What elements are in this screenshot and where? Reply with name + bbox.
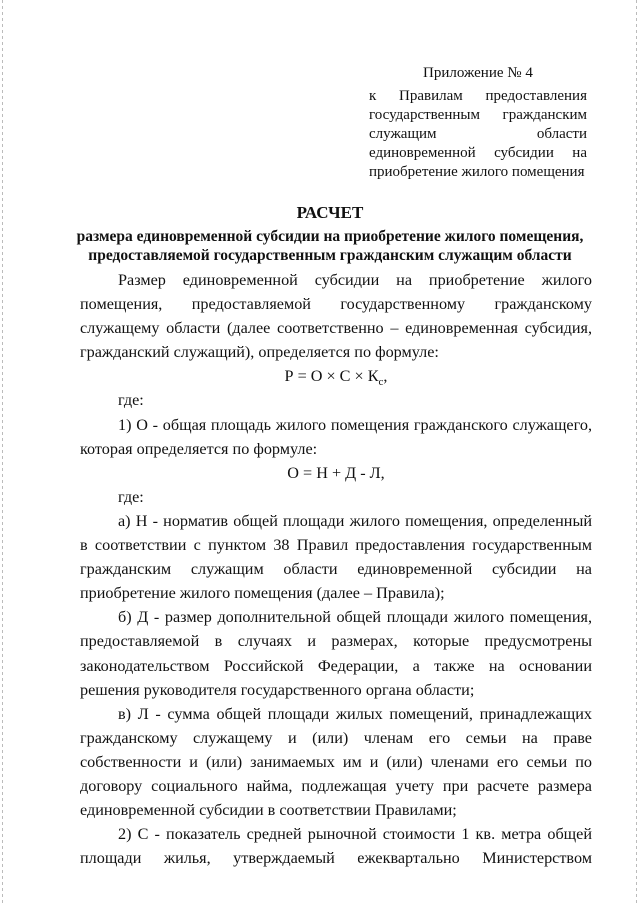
item-a: а) Н - норматив общей площади жилого помещения, определенный в соответствии с пунктом 38 Правил предоставления государственным гражданским служащим области единовременной субсидии на приобретение жилого помещения (далее – Правила); [80,511,592,603]
scan-edge-right [636,0,637,905]
appendix-title: Приложение № 4 [423,65,533,81]
document-body [80,268,592,870]
item-1: 1) О - общая площадь жилого помещения гражданского служащего, которая определяется по формуле: [80,415,592,458]
formula-subsidy [80,364,592,388]
where-label-2: где: [118,487,144,506]
formula-subsidy-subscript: с [378,376,384,389]
item-b: б) Д - размер дополнительной общей площади жилого помещения, предоставляемой в случаях и размерах, которые предусмотрены законодательством Российской Федерации, а также на основании решения руководителя государственного органа области; [80,608,592,699]
item-2: 2) С - показатель средней рыночной стоимости 1 кв. метра общей площади жилья, утверждаемый ежеквартально Министерством [80,825,592,868]
intro-paragraph: Размер единовременной субсидии на приобретение жилого помещения, предоставляемой государственному гражданскому служащему области (далее соответственно – единовременная субсидия, гражданский служащий), определяется по формуле: [80,271,592,362]
formula-subsidy-main: Р = О × С × К [284,367,379,386]
formula-subsidy-end: , [383,367,388,386]
document-heading [60,203,600,265]
formula-area: О = Н + Д - Л, [287,463,385,482]
appendix-block [369,64,587,182]
where-label-1: где: [118,391,144,410]
heading-subtitle: размера единовременной субсидии на приобретение жилого помещения, предоставляемой государственным гражданским служащим области [76,228,584,264]
scan-edge-left [2,0,3,905]
appendix-body: к Правилам предоставления государственным гражданским служащим области единовременной субсидии на приобретение жилого помещения [369,88,587,180]
heading-title: РАСЧЕТ [296,203,364,222]
item-c: в) Л - сумма общей площади жилых помещений, принадлежащих гражданскому служащему и (или) членам его семьи на праве собственности и (или) занимаемых им и (или) членами его семьи по договору социального найма, подлежащая учету при расчете размера единовременной субсидии в соответствии Правилами; [80,704,592,820]
